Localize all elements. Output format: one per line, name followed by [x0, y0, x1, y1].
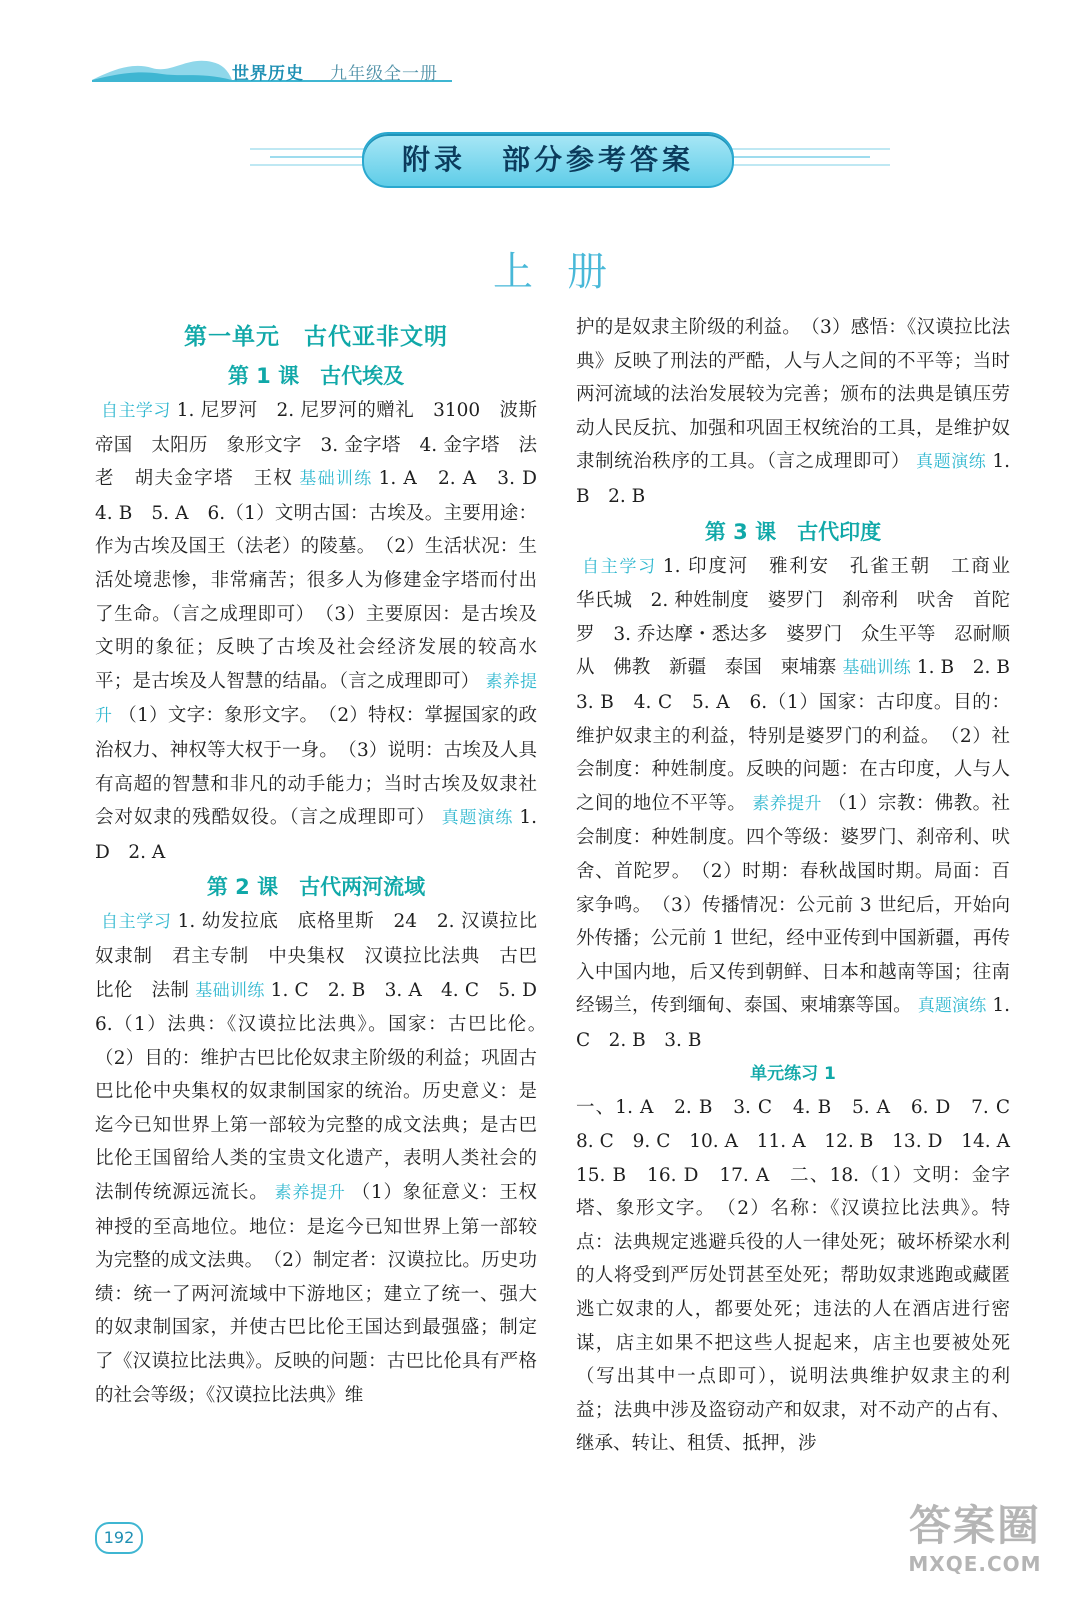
left-column	[95, 316, 556, 1412]
unit-practice-title: 单元练习 1	[750, 1064, 836, 1085]
tag-exam-practice: 真题演练	[916, 452, 987, 473]
answer-text: 1. C 2. B 3. B	[576, 995, 1010, 1051]
unit-title: 第一单元 古代亚非文明	[184, 324, 448, 350]
answer-text: 1. 幼发拉底 底格里斯 24 2. 汉谟拉比 奴隶制 君主专制 中央集权 汉谟拉比法典 古巴比伦 法制	[95, 911, 556, 1001]
watermark-logo-text: 答案圈	[908, 1501, 1041, 1550]
answer-text: 1. 印度河 雅利安 孔雀王朝 工商业 华氏城 2. 种姓制度 婆罗门 刹帝利 吠舍 首陀罗 3. 乔达摩・悉达多 婆罗门 众生平等 忍耐顺从 佛教 新疆 泰国 柬埔寨	[576, 555, 1029, 679]
tag-self-study: 自主学习	[582, 556, 657, 577]
answer-text: 护的是奴隶主阶级的利益。 （3）感悟：《汉谟拉比法典》反映了刑法的严酷，人与人之间的不平等；当时两河流域的法治发展较为完善；颁布的法典是镇压劳动人民反抗、加强和巩固王权统治的工具，是维护奴隶制统治秩序的工具。（言之成理即可）	[576, 317, 1010, 473]
tag-exam-practice: 真题演练	[441, 808, 514, 829]
answer-text: （1）象征意义：王权神授的至高地位。地位：是迄今已知世界上第一部较为完整的成文法典。 （2）制定者：汉谟拉比。历史功绩：统一了两河流域中下游地区；建立了统一、强大的奴隶制国家，并使古巴比伦王国达到最强盛；制定了《汉谟拉比法典》。反映的问题：古巴比伦具有严格的社会等级；《汉谟拉比法典》维	[95, 1182, 537, 1406]
running-header	[0, 0, 1090, 100]
answer-text: 1. B 2. B 3. B 4. C 5. A 6.（1）国家：古印度。目的：维护奴隶主的利益，特别是婆罗门的利益。 （2）社会制度：种姓制度。反映的问题：在古印度，人与人之间的地位不平等。	[576, 657, 1029, 814]
wave-decoration-icon	[92, 52, 232, 82]
tag-basic-training: 基础训练	[299, 469, 373, 490]
right-column	[576, 311, 1029, 1461]
answer-text: 1. 尼罗河 2. 尼罗河的赠礼 3100 波斯帝国 太阳历 象形文字 3. 金字塔 4. 金字塔 法老 胡夫金字塔 王权	[95, 400, 538, 490]
lesson-3-answers	[576, 550, 1029, 1058]
watermark-url: MXQE.COM	[908, 1552, 1042, 1576]
answer-text: 1. C 2. B 3. A 4. C 5. D 6.（1）法典：《汉谟拉比法典》。国家：古巴比伦。 （2）目的：维护古巴比伦奴隶主阶级的利益；巩固古巴比伦中央集权的奴隶制国家的统治。历史意义：是迄今已知世界上第一部较为完整的成文法典；是古巴比伦王国留给人类的宝贵文化遗产，表明人类社会的法制传统源远流长。	[95, 979, 556, 1204]
answer-text: 1. D 2. A	[95, 807, 537, 863]
lesson-1-title: 第 1 课 古代埃及	[227, 364, 405, 388]
answer-text: 1. B 2. B	[576, 451, 1010, 507]
unit-practice-answers	[576, 1091, 1029, 1461]
header-subject: 世界历史	[232, 64, 304, 84]
volume-title: 上册	[493, 249, 641, 295]
page-number: 192	[95, 1522, 143, 1554]
answer-text: （1）宗教：佛教。社会制度：种姓制度。四个等级：婆罗门、刹帝利、吠舍、首陀罗。 （2）时期：春秋战国时期。局面：百家争鸣。 （3）传播情况：公元前 3 世纪后，开始向外传播；公元前 1 世纪，经中亚传到中国新疆，再传入中国内地，后又传到朝鲜、日本和越南等国；往南经锡兰，传到缅甸、泰国、柬埔寨等国。	[576, 792, 1011, 1017]
lesson-1-answers	[95, 394, 556, 869]
tag-self-study: 自主学习	[101, 401, 171, 421]
banner-part2: 部分参考答案	[502, 143, 695, 176]
answer-text: 一、1. A 2. B 3. C 4. B 5. A 6. D 7. C 8. C 9. C 10. A 11. A 12. B 13. D 14. A 15. B 16. D 17. A 二、18.（1）文明：金字塔、象形文字。 （2）名称：《汉谟拉比法典》。特点：法典规定逃避兵役的人一律处死；破坏桥梁水利的人将受到严厉处罚甚至处死；帮助奴隶逃跑或藏匿逃亡奴隶的人，都要处死；违法的人在酒店进行密谋，店主如果不把这些人捉起来，店主也要被处死（写出其中一点即可），说明法典维护奴隶主的利益；法典中涉及盗窃动产和奴隶，对不动产的占有、继承、转让、租赁、抵押，涉	[576, 1097, 1029, 1455]
answer-text: 1. A 2. A 3. D 4. B 5. A 6.（1）文明古国：古埃及。主要用途：作为古埃及国王（法老）的陵墓。 （2）生活状况：生活处境悲惨，非常痛苦；很多人为修建金字塔而付出了生命。（言之成理即可） （3）主要原因：是古埃及文明的象征；反映了古埃及社会经济发展的较高水平；是古埃及人智慧的结晶。（言之成理即可）	[95, 468, 556, 692]
lesson-3-title: 第 3 课 古代印度	[704, 519, 882, 544]
banner-part1: 附录	[401, 143, 466, 176]
tag-literacy-improvement: 素养提升	[752, 793, 822, 814]
tag-basic-training: 基础训练	[195, 980, 265, 1001]
lesson-2-continuation	[576, 311, 1010, 514]
tag-literacy-improvement: 素养提升	[274, 1183, 346, 1204]
lesson-2-title: 第 2 课 古代两河流域	[206, 875, 426, 900]
tag-self-study: 自主学习	[101, 912, 172, 933]
header-grade: 九年级全一册	[330, 64, 438, 84]
tag-basic-training: 基础训练	[842, 658, 911, 679]
answer-text: （1）文字：象形文字。 （2）特权：掌握国家的政治权力、神权等大权于一身。 （3）说明：古埃及人具有高超的智慧和非凡的动手能力；当时古埃及奴隶社会对奴隶的残酷奴役。（言之成理即可）	[95, 705, 538, 829]
tag-exam-practice: 真题演练	[917, 996, 987, 1017]
tag-literacy-improvement: 素养提升	[95, 671, 537, 727]
appendix-banner	[362, 132, 734, 188]
watermark-logo	[895, 1500, 1055, 1596]
lesson-2-answers	[95, 905, 556, 1412]
